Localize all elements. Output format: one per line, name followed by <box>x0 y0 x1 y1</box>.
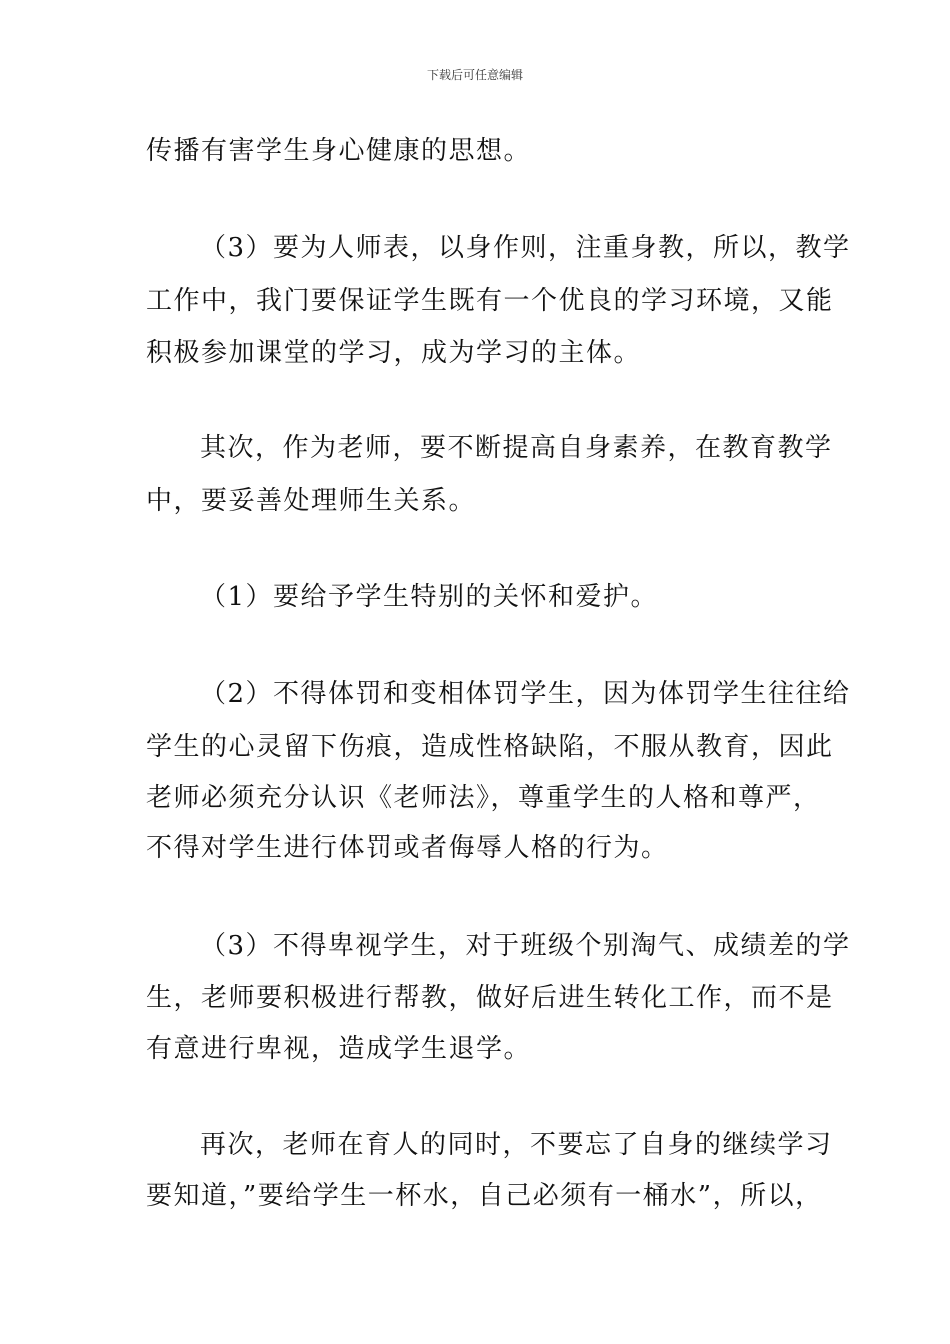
text-line: （3）要为人师表，以身作则，注重身教，所以，教学 <box>200 233 851 263</box>
page-header: 下载后可任意编辑 <box>426 68 523 82</box>
text-line: 传播有害学生身心健康的思想。 <box>146 136 532 166</box>
text-line: （3）不得卑视学生，对于班级个别淘气、成绩差的学 <box>200 931 851 961</box>
text-line: （1）要给予学生特别的关怀和爱护。 <box>200 582 659 612</box>
text-line: 有意进行卑视，造成学生退学。 <box>146 1034 532 1064</box>
text-line: 其次，作为老师，要不断提高自身素养，在教育教学 <box>200 433 833 463</box>
text-line: 再次，老师在育人的同时，不要忘了自身的继续学习 <box>200 1130 833 1160</box>
text-line: 不得对学生进行体罚或者侮辱人格的行为。 <box>146 833 669 863</box>
text-line: 积极参加课堂的学习，成为学习的主体。 <box>146 338 642 368</box>
text-line: 学生的心灵留下伤痕，造成性格缺陷，不服从教育，因此 <box>146 732 834 762</box>
text-line: 老师必须充分认识《老师法》，尊重学生的人格和尊严， <box>146 783 821 813</box>
text-line: 中，要妥善处理师生关系。 <box>146 486 477 516</box>
text-line: 工作中，我门要保证学生既有一个优良的学习环境，又能 <box>146 286 834 316</box>
text-line: 生，老师要积极进行帮教，做好后进生转化工作，而不是 <box>146 983 834 1013</box>
text-line: （2）不得体罚和变相体罚学生，因为体罚学生往往给 <box>200 679 851 709</box>
text-line: 要知道，”要给学生一杯水，自己必须有一桶水”，所以， <box>146 1181 823 1211</box>
